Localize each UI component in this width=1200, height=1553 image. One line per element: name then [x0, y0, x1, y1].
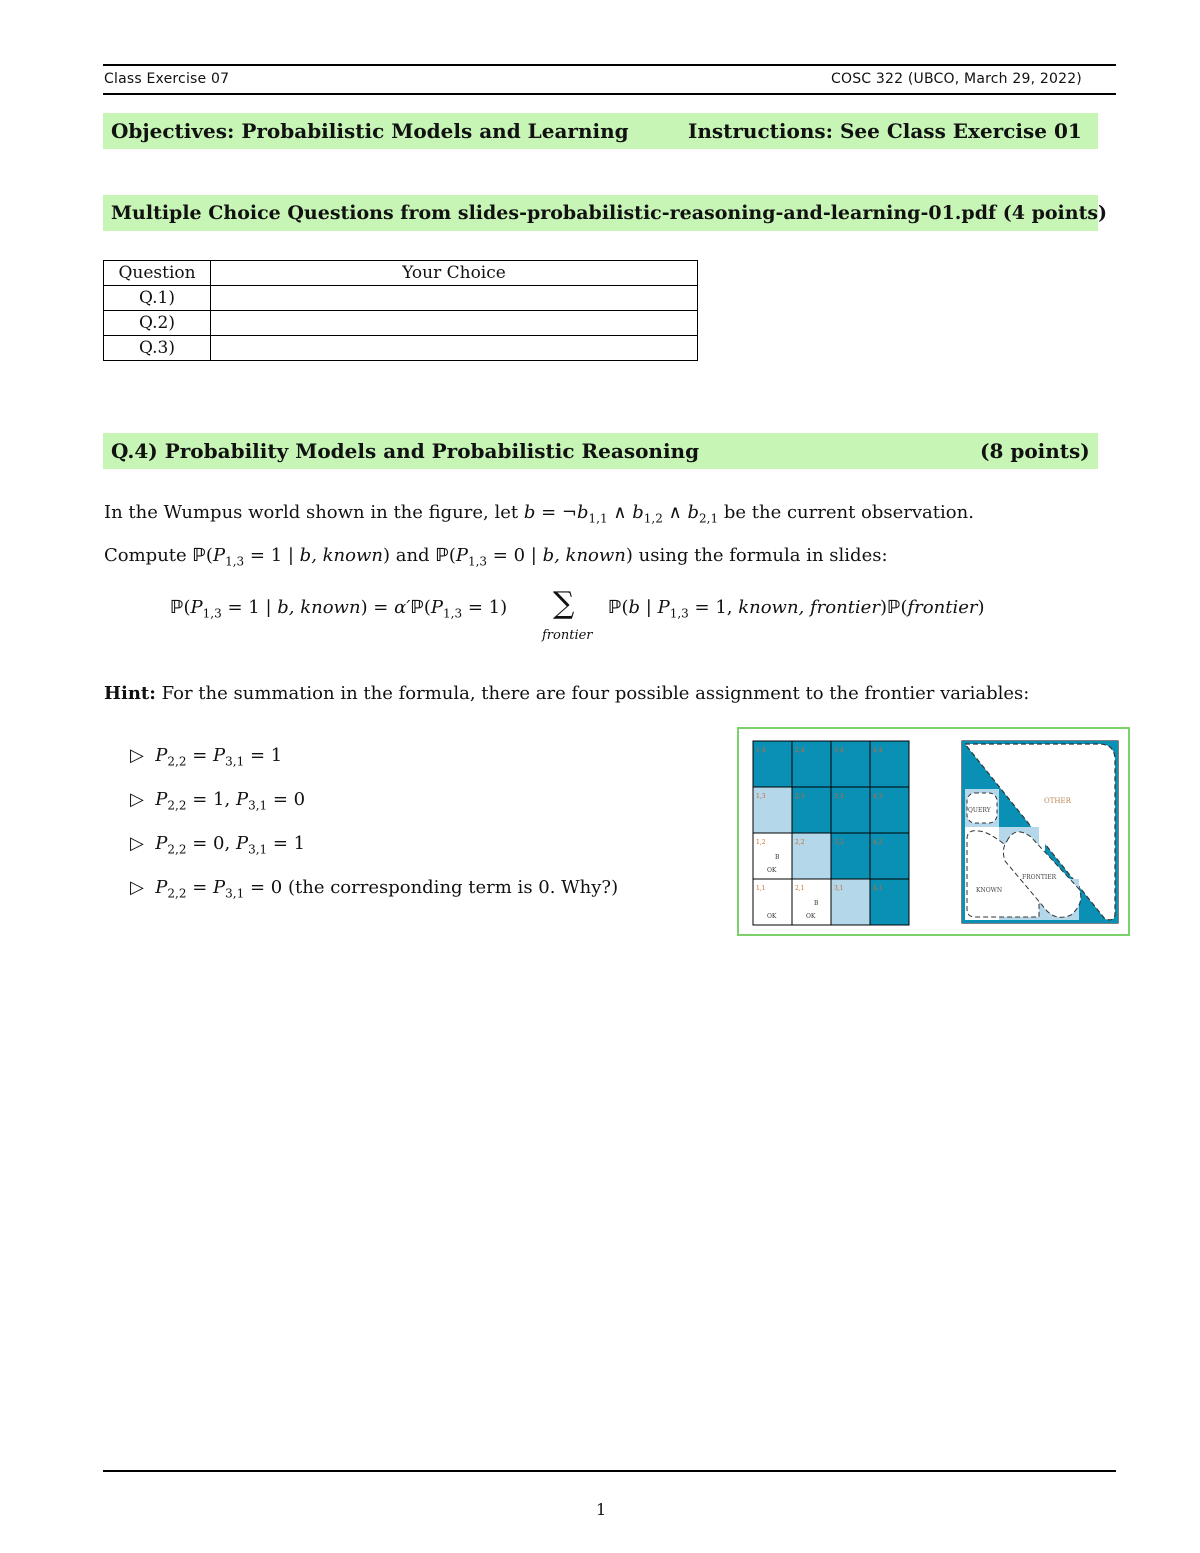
list-item: ▷ $P_{2,2} = P_{3,1} = 1$: [130, 745, 283, 769]
label-frontier: FRONTIER: [1022, 874, 1057, 881]
grid-cell-label: 3,1: [834, 885, 844, 892]
observation-line: In the Wumpus world shown in the figure, let $b = \neg b_{1,1}$ ∧ $b_{1,2}$ ∧ $b_{2,1}$ be the current observation.: [104, 502, 974, 526]
formula-lhs: $ℙ(P_{1,3} = 1$ | b, known) = $\alpha'ℙ(P_{1,3} = 1)$: [170, 597, 508, 621]
footer-rule: [103, 1470, 1116, 1472]
intro-post: be the current observation.: [723, 502, 974, 523]
hint-line: [104, 683, 1029, 704]
q4-title: Q.4) Probability Models and Probabilistic Reasoning: [111, 439, 700, 463]
objectives-title: Objectives: Probabilistic Models and Learning: [111, 119, 629, 143]
answer-table: [103, 260, 698, 361]
summation-index: frontier: [542, 628, 593, 643]
table-row: [104, 311, 698, 336]
region-diagram: [962, 741, 1118, 923]
ok-mark: OK: [806, 913, 816, 920]
grid-cell-label: 2,2: [795, 839, 805, 846]
ok-mark: OK: [767, 867, 777, 874]
grid-cell-label: 4,3: [873, 793, 883, 800]
question-cell: Q.1): [104, 286, 211, 311]
grid-cell-label: 1,2: [756, 839, 766, 846]
list-item: ▷ $P_{2,2} = P_{3,1} = 0$ (the corresponding term is 0. Why?): [130, 877, 619, 901]
question-cell: Q.2): [104, 311, 211, 336]
objectives-band: [103, 113, 1098, 149]
list-item: ▷ $P_{2,2} = 0$, $P_{3,1} = 1$: [130, 833, 306, 857]
choice-cell[interactable]: [211, 286, 698, 311]
compute-and: and: [395, 545, 430, 566]
bullet-note: (the corresponding term is 0. Why?): [287, 877, 619, 898]
grid-cell-label: 3,3: [834, 793, 844, 800]
question-cell: Q.3): [104, 336, 211, 361]
list-item: ▷ $P_{2,2} = 1$, $P_{3,1} = 0$: [130, 789, 306, 813]
top-rule: [103, 64, 1116, 66]
instructions-text: Instructions: See Class Exercise 01: [688, 119, 1082, 143]
q4-points: (8 points): [980, 439, 1090, 463]
table-header-row: [104, 261, 698, 286]
q4-band: [103, 433, 1098, 469]
grid-cell-label: 3,2: [834, 839, 844, 846]
choice-cell[interactable]: [211, 311, 698, 336]
label-other: OTHER: [1044, 797, 1071, 805]
grid-cell-label: 2,1: [795, 885, 805, 892]
page-number: 1: [596, 1500, 607, 1519]
breeze-mark: B: [775, 854, 780, 861]
table-row: [104, 286, 698, 311]
compute-post: using the formula in slides:: [638, 545, 888, 566]
grid-cell-label: 2,4: [795, 747, 805, 754]
compute-pre: Compute: [104, 545, 187, 566]
wumpus-grid: [753, 741, 909, 925]
choice-cell[interactable]: [211, 336, 698, 361]
label-query: QUERY: [968, 807, 991, 814]
header-rule: [103, 93, 1116, 95]
header-left: Class Exercise 07: [104, 71, 230, 87]
summation-sign: ∑: [553, 586, 575, 621]
mcq-band: [103, 195, 1108, 231]
col-your-choice: Your Choice: [211, 261, 698, 286]
ok-mark: OK: [767, 913, 777, 920]
grid-cell-label: 4,2: [873, 839, 883, 846]
mcq-title: Multiple Choice Questions from slides-probabilistic-reasoning-and-learning-01.pdf (4 points): [111, 202, 1108, 224]
hint-text: For the summation in the formula, there are four possible assignment to the frontier variables:: [161, 683, 1030, 704]
wumpus-figure: [737, 727, 1130, 936]
hint-label: Hint:: [104, 683, 156, 704]
intro-pre: In the Wumpus world shown in the figure, let: [104, 502, 519, 523]
wumpus-diagram: [739, 729, 1128, 934]
col-question: Question: [104, 261, 211, 286]
table-row: [104, 336, 698, 361]
header-right: COSC 322 (UBCO, March 29, 2022): [831, 71, 1082, 87]
grid-cell-label: 2,3: [795, 793, 805, 800]
grid-cell-label: 1,3: [756, 793, 766, 800]
compute-line: Compute $ℙ(P_{1,3} = 1$ | b, known) and $ℙ(P_{1,3} = 0$ | b, known) using the formula in slides:: [104, 545, 888, 569]
grid-cell-label: 4,4: [873, 747, 883, 754]
label-known: KNOWN: [976, 887, 1003, 894]
grid-cell-label: 1,4: [756, 747, 766, 754]
grid-cell-label: 1,1: [756, 885, 766, 892]
breeze-mark: B: [814, 900, 819, 907]
grid-cell-label: 4,1: [873, 885, 883, 892]
grid-cell-label: 3,4: [834, 747, 844, 754]
formula-rhs: ℙ(b | $P_{1,3} = 1$, known, frontier)ℙ(frontier): [608, 597, 985, 621]
